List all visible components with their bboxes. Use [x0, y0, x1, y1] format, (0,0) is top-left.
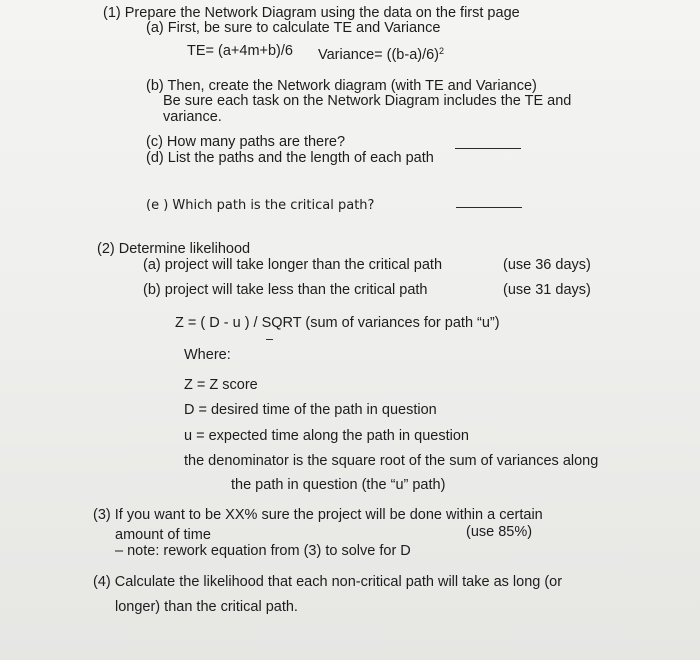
q1-heading: (1) Prepare the Network Diagram using the data on the first page: [103, 5, 520, 21]
z-definition: Z = Z score: [184, 377, 258, 393]
q1-a: (a) First, be sure to calculate TE and Variance: [146, 20, 441, 36]
z-formula: Z = ( D - u ) / SQRT (sum of variances for path “u”): [175, 315, 500, 331]
q3-line3: – note: rework equation from (3) to solve for D: [115, 543, 411, 559]
q4-line1: (4) Calculate the likelihood that each non-critical path will take as long (or: [93, 574, 563, 590]
q3-line2: amount of time: [115, 527, 211, 543]
te-formula: TE= (a+4m+b)/6: [187, 43, 293, 59]
u-definition: u = expected time along the path in question: [184, 428, 469, 444]
q3-line1: (3) If you want to be XX% sure the project will be done within a certain: [93, 507, 543, 523]
q1-c: (c) How many paths are there?: [146, 134, 346, 150]
q1-e: (e ) Which path is the critical path?: [146, 198, 375, 213]
minus-mark: [266, 339, 273, 340]
denominator-line2: the path in question (the “u” path): [231, 477, 446, 493]
q1-b-line3: variance.: [163, 109, 222, 125]
q3-note-use: (use 85%): [466, 524, 533, 540]
answer-blank-e: [456, 207, 522, 208]
where-label: Where:: [184, 347, 231, 363]
q2-heading: (2) Determine likelihood: [97, 241, 251, 257]
variance-formula: Variance= $((b-a)/6)^2$: [318, 46, 445, 63]
q1-d: (d) List the paths and the length of each path: [146, 150, 434, 166]
q1-b-line1: (b) Then, create the Network diagram (with TE and Variance): [146, 78, 537, 94]
q2-b: (b) project will take less than the critical path: [143, 282, 428, 298]
q4-line2: longer) than the critical path.: [115, 599, 298, 615]
q1-b-line2: Be sure each task on the Network Diagram includes the TE and: [163, 93, 572, 109]
variance-exponent: 2: [439, 46, 445, 56]
q2-b-note: (use 31 days): [503, 282, 591, 298]
q2-a: (a) project will take longer than the critical path: [143, 257, 443, 273]
denominator-line1: the denominator is the square root of the sum of variances along: [184, 453, 599, 469]
answer-blank-c: [455, 148, 521, 149]
q2-a-note: (use 36 days): [503, 257, 591, 273]
d-definition: D = desired time of the path in question: [184, 402, 437, 418]
